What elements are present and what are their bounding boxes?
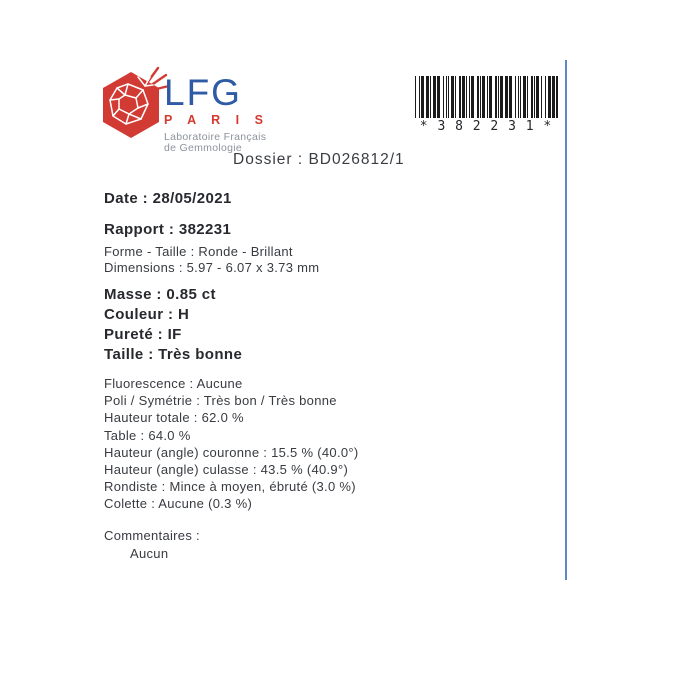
proportion-line: Hauteur (angle) couronne : 15.5 % (40.0°) [104, 444, 359, 460]
rapport-number-line: Rapport : 382231 [104, 221, 232, 238]
dimensions-line: Dimensions : 5.97 - 6.07 x 3.73 mm [104, 260, 320, 276]
grading-section [104, 285, 242, 365]
barcode-number: * 3 8 2 2 3 1 * [419, 119, 553, 134]
comments-section [104, 527, 200, 563]
brand-block [164, 74, 269, 155]
lfg-hexagon-diamond-icon [98, 64, 172, 150]
grading-line: Couleur : H [104, 306, 190, 323]
proportion-line: Poli / Symétrie : Très bon / Très bonne [104, 393, 337, 409]
proportion-line: Table : 64.0 % [104, 427, 191, 443]
comments-value: Aucun [130, 546, 169, 561]
brand-subtitle-line1: Laboratoire Français [164, 130, 267, 143]
date-line: Date : 28/05/2021 [104, 190, 232, 207]
lfg-logo [98, 64, 172, 155]
proportion-line: Fluorescence : Aucune [104, 376, 243, 391]
brand-name: LFG [164, 72, 242, 113]
proportion-line: Rondiste : Mince à moyen, ébruté (3.0 %) [104, 479, 356, 495]
brand-subtitle-line2: de Gemmologie [164, 142, 243, 154]
proportion-line: Hauteur (angle) culasse : 43.5 % (40.9°) [104, 462, 349, 478]
proportions-section [104, 375, 359, 513]
proportion-line: Colette : Aucune (0.3 %) [104, 496, 253, 512]
barcode [411, 76, 561, 134]
grading-line: Masse : 0.85 ct [104, 286, 216, 303]
grading-line: Taille : Très bonne [104, 346, 243, 363]
barcode-bars [411, 76, 561, 118]
brand-city: P A R I S [164, 113, 269, 127]
shape-cut-line: Forme - Taille : Ronde - Brillant [104, 244, 293, 259]
grading-line: Pureté : IF [104, 326, 182, 343]
rapport-section [104, 221, 319, 277]
proportion-line: Hauteur totale : 62.0 % [104, 410, 244, 426]
scan-edge-line [565, 60, 567, 580]
dossier-line: Dossier : BD026812/1 [233, 151, 405, 168]
comments-label: Commentaires : [104, 528, 200, 543]
